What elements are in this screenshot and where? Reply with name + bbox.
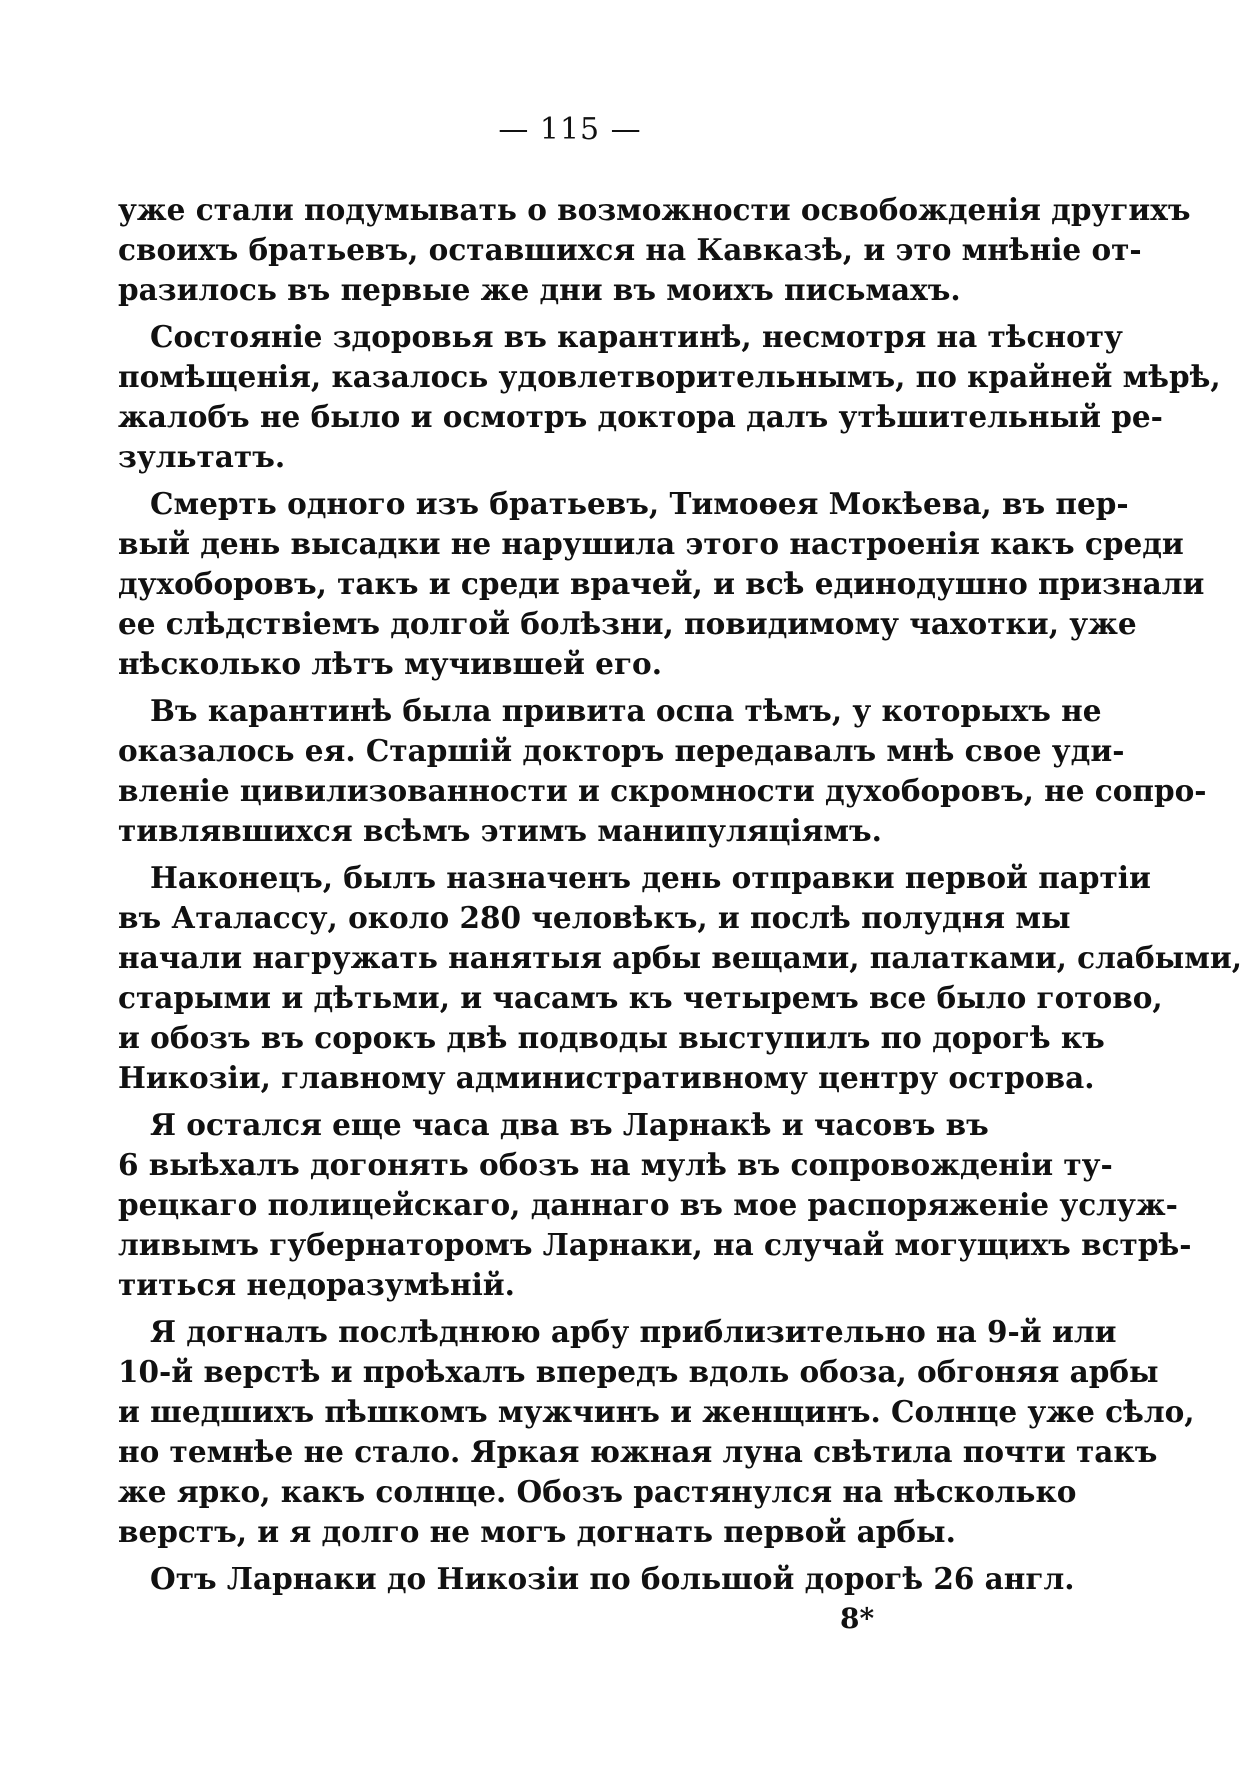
text-line: Въ карантинѣ была привита оспа тѣмъ, у которыхъ не	[150, 693, 1102, 728]
paragraph	[118, 1559, 1075, 1599]
text-line: 6 выѣхалъ догонять обозъ на мулѣ въ сопровожденіи ту-	[118, 1147, 1113, 1182]
page-number: — 115 —	[498, 112, 642, 147]
text-line: жалобъ не было и осмотръ доктора далъ утѣшительный ре-	[118, 399, 1163, 434]
text-line: но темнѣе не стало. Яркая южная луна свѣтила почти такъ	[118, 1434, 1158, 1469]
text-line: 10-й верстѣ и проѣхалъ впередъ вдоль обоза, обгоняя арбы	[118, 1354, 1159, 1389]
text-line: и шедшихъ пѣшкомъ мужчинъ и женщинъ. Солнце уже сѣло,	[118, 1394, 1195, 1429]
paragraph	[118, 1105, 1192, 1305]
text-line: верстъ, и я долго не могъ догнать первой арбы.	[118, 1514, 956, 1549]
signature-mark: 8*	[840, 1602, 875, 1635]
paragraph	[118, 691, 1207, 851]
text-line: Отъ Ларнаки до Никозіи по большой дорогѣ 26 англ.	[150, 1561, 1075, 1596]
text-line: и обозъ въ сорокъ двѣ подводы выступилъ по дорогѣ къ	[118, 1020, 1105, 1055]
text-line: зультатъ.	[118, 439, 286, 474]
text-line: начали нагружать нанятыя арбы вещами, палатками, слабыми,	[118, 940, 1242, 975]
text-line: нѣсколько лѣтъ мучившей его.	[118, 646, 662, 681]
text-line: оказалось ея. Старшій докторъ передавалъ мнѣ свое уди-	[118, 733, 1125, 768]
text-line: рецкаго полицейскаго, даннаго въ мое распоряженіе услуж-	[118, 1187, 1178, 1222]
paragraph	[118, 858, 1242, 1098]
text-line: же ярко, какъ солнце. Обозъ растянулся на нѣсколько	[118, 1474, 1077, 1509]
text-line: въ Аталассу, около 280 человѣкъ, и послѣ полудня мы	[118, 900, 1071, 935]
text-line: своихъ братьевъ, оставшихся на Кавказѣ, и это мнѣніе от-	[118, 232, 1142, 267]
text-line: Состояніе здоровья въ карантинѣ, несмотря на тѣсноту	[150, 319, 1123, 354]
text-line: Смерть одного изъ братьевъ, Тимоѳея Мокѣева, въ пер-	[150, 486, 1129, 521]
text-line: старыми и дѣтьми, и часамъ къ четыремъ все было готово,	[118, 980, 1163, 1015]
text-line: помѣщенія, казалось удовлетворительнымъ, по крайней мѣрѣ,	[118, 359, 1221, 394]
text-line: титься недоразумѣній.	[118, 1267, 515, 1302]
paragraph	[118, 484, 1205, 684]
text-line: Никозіи, главному административному центру острова.	[118, 1060, 1095, 1095]
text-line: вленіе цивилизованности и скромности духоборовъ, не сопро-	[118, 773, 1207, 808]
text-line: ливымъ губернаторомъ Ларнаки, на случай могущихъ встрѣ-	[118, 1227, 1192, 1262]
text-line: ее слѣдствіемъ долгой болѣзни, повидимому чахотки, уже	[118, 606, 1137, 641]
text-line: Наконецъ, былъ назначенъ день отправки первой партіи	[150, 860, 1151, 895]
text-line: Я догналъ послѣднюю арбу приблизительно на 9-й или	[150, 1314, 1117, 1349]
text-line: духоборовъ, такъ и среди врачей, и всѣ единодушно признали	[118, 566, 1205, 601]
text-line: вый день высадки не нарушила этого настроенія какъ среди	[118, 526, 1184, 561]
text-line: уже стали подумывать о возможности освобожденія другихъ	[118, 192, 1191, 227]
text-line: тивлявшихся всѣмъ этимъ манипуляціямъ.	[118, 813, 882, 848]
page-text	[118, 190, 1242, 1599]
paragraph	[118, 317, 1221, 477]
text-line: Я остался еще часа два въ Ларнакѣ и часовъ въ	[150, 1107, 989, 1142]
paragraph	[118, 1312, 1195, 1552]
paragraph	[118, 190, 1191, 310]
text-line: разилось въ первые же дни въ моихъ письмахъ.	[118, 272, 961, 307]
